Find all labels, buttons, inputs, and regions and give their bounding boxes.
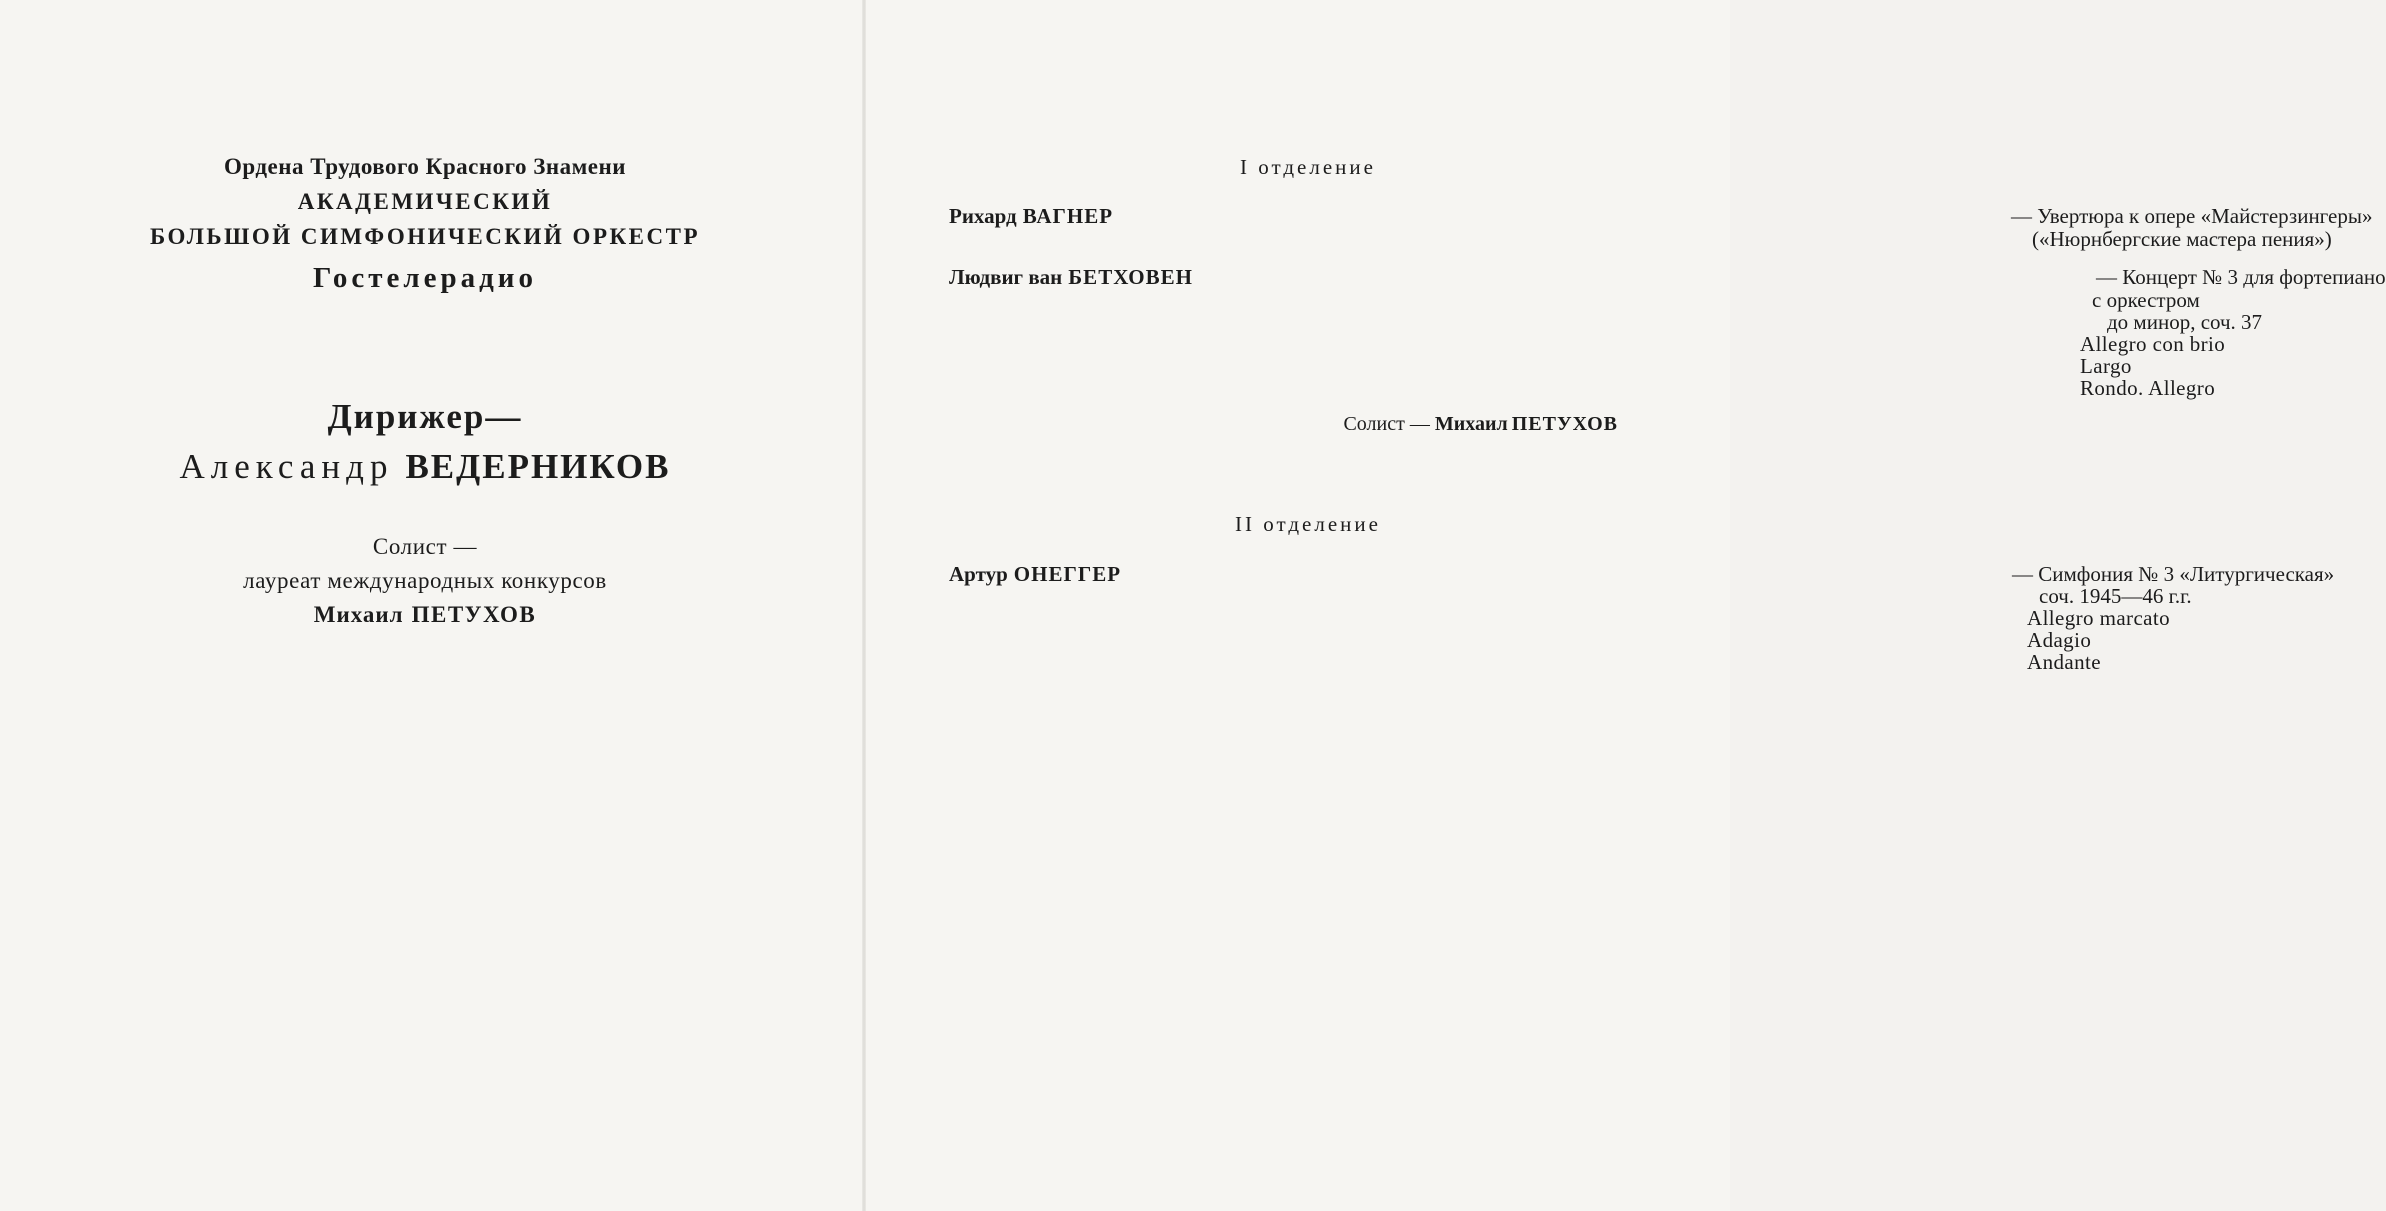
academic-line: АКАДЕМИЧЕСКИЙ — [297, 189, 553, 214]
soloist-last-name: ПЕТУХОВ — [411, 602, 537, 627]
right-page — [866, 0, 2386, 1211]
work-subline: («Нюрнбергские мастера пения») — [2032, 227, 2332, 251]
composer-name — [949, 205, 1113, 227]
conductor-first-name: Александр — [179, 447, 394, 486]
work-wagner — [949, 205, 1113, 227]
composer-last-name: БЕТХОВЕН — [1068, 265, 1193, 289]
conductor-last-name: ВЕДЕРНИКОВ — [405, 447, 671, 486]
work-subline: до минор, соч. 37 — [2107, 310, 2263, 334]
composer-name — [949, 266, 1193, 288]
movement-item: Largo — [2080, 354, 2132, 378]
movement-item: Andante — [2027, 650, 2101, 674]
movement-item: Rondo. Allegro — [2080, 376, 2216, 400]
conductor-name — [60, 442, 790, 492]
left-page — [0, 0, 864, 1211]
soloist-name — [60, 598, 790, 632]
movement-item: Adagio — [2027, 628, 2092, 652]
work-title: — Концерт № 3 для фортепиано — [2096, 265, 2386, 289]
work-subline: с оркестром — [2092, 288, 2200, 312]
soloist-label: Солист — — [372, 534, 478, 559]
orchestra-name: БОЛЬШОЙ СИМФОНИЧЕСКИЙ ОРКЕСТР — [149, 224, 701, 249]
composer-name — [949, 563, 1121, 585]
organization-name: Гостелерадио — [312, 262, 538, 294]
section-1-heading: I отделение — [1240, 155, 1376, 179]
composer-first-name: Людвиг ван — [949, 265, 1063, 289]
composer-last-name: ВАГНЕР — [1022, 204, 1114, 228]
soloist-credit-label: Солист — — [1343, 413, 1430, 435]
conductor-block — [60, 392, 790, 492]
movement-item: Allegro con brio — [2080, 332, 2226, 356]
soloist-block — [60, 530, 790, 632]
soloist-credit — [1343, 413, 1618, 436]
composer-first-name: Рихард — [949, 204, 1017, 228]
composer-last-name: ОНЕГГЕР — [1013, 562, 1122, 586]
work-honegger — [949, 563, 1121, 585]
conductor-title: Дирижер— — [327, 397, 523, 436]
order-line: Ордена Трудового Красного Знамени — [224, 154, 626, 179]
work-subline: соч. 1945—46 г.г. — [2039, 584, 2192, 608]
soloist-credit-last-name: ПЕТУХОВ — [1511, 413, 1618, 435]
orchestra-header — [60, 150, 790, 302]
section-2-heading: II отделение — [1235, 512, 1381, 536]
work-title: — Симфония № 3 «Литургическая» — [2012, 562, 2335, 586]
soloist-description: лауреат международных конкурсов — [243, 568, 607, 593]
work-beethoven — [949, 266, 1193, 288]
composer-first-name: Артур — [949, 562, 1008, 586]
soloist-first-name: Михаил — [313, 602, 404, 627]
soloist-credit-first-name: Михаил — [1434, 413, 1508, 435]
movement-item: Allegro marcato — [2027, 606, 2171, 630]
work-title: — Увертюра к опере «Майстерзингеры» — [2011, 204, 2373, 228]
